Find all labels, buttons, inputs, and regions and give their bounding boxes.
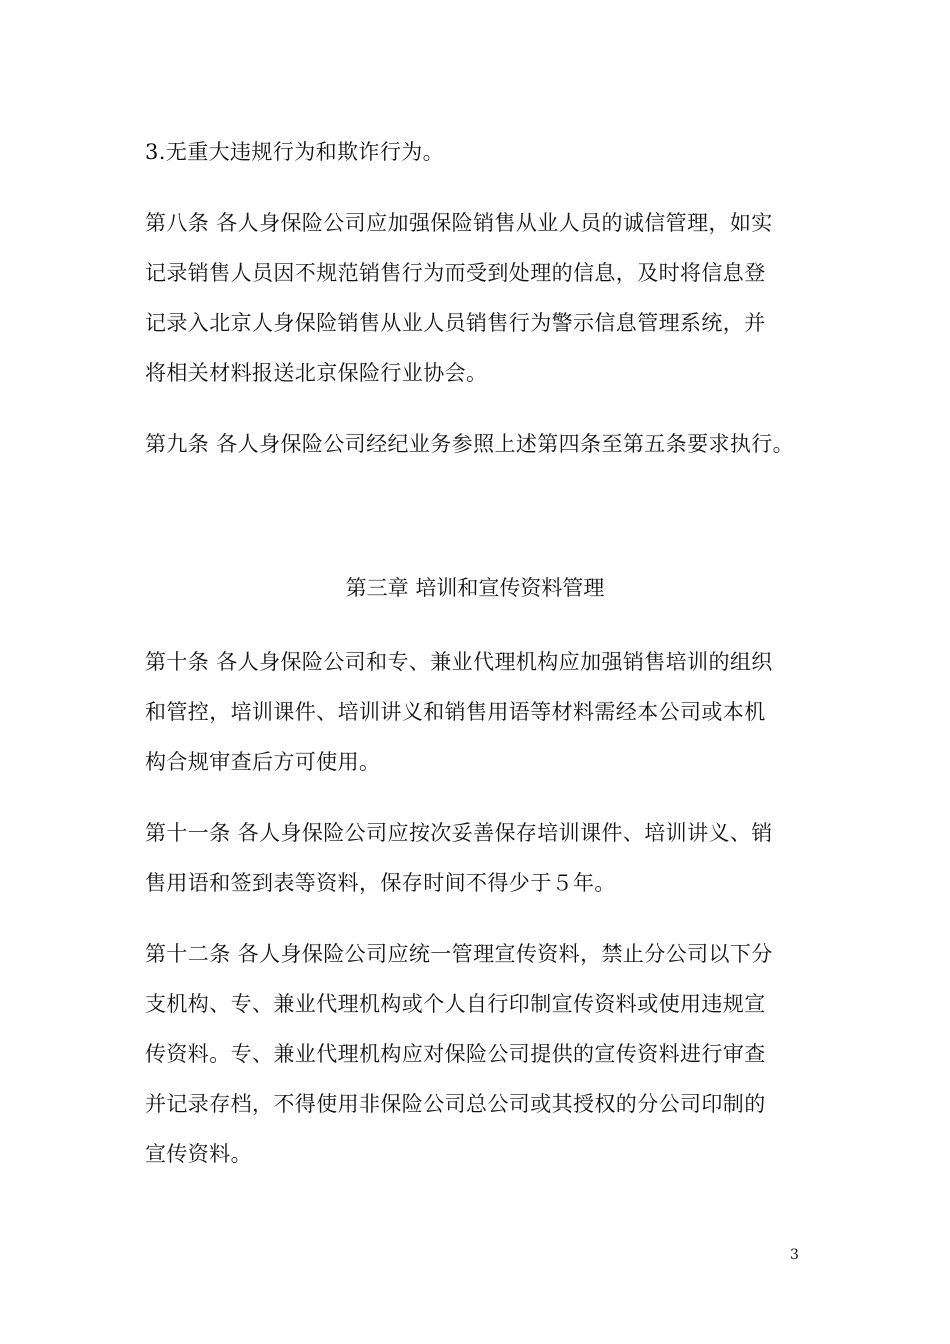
article-8-line-3: 记录入北京人身保险销售从业人员销售行为警示信息管理系统，并: [145, 311, 766, 335]
article-12-line-2: 支机构、专、兼业代理机构或个人自行印制宣传资料或使用违规宣: [145, 992, 766, 1016]
article-10-line-1: 第十条 各人身保险公司和专、兼业代理机构应加强销售培训的组织: [145, 650, 773, 674]
article-10-line-3: 构合规审查后方可使用。: [145, 750, 381, 774]
article-11-line-2: 售用语和签到表等资料，保存时间不得少于５年。: [145, 871, 616, 895]
article-12-line-4: 并记录存档，不得使用非保险公司总公司或其授权的分公司印制的: [145, 1092, 766, 1116]
chapter-heading: 第三章 培训和宣传资料管理: [345, 576, 605, 600]
article-12-line-3: 传资料。专、兼业代理机构应对保险公司提供的宣传资料进行审查: [145, 1042, 766, 1066]
article-8-line-2: 记录销售人员因不规范销售行为而受到处理的信息，及时将信息登: [145, 261, 766, 285]
article-8-line-1: 第八条 各人身保险公司应加强保险销售从业人员的诚信管理，如实: [145, 211, 773, 235]
article-9-line-1: 第九条 各人身保险公司经纪业务参照上述第四条至第五条要求执行。: [145, 432, 795, 456]
article-12-line-5: 宣传资料。: [145, 1142, 252, 1166]
article-8-line-4: 将相关材料报送北京保险行业协会。: [145, 361, 488, 385]
article-10-line-2: 和管控，培训课件、培训讲义和销售用语等材料需经本公司或本机: [145, 700, 766, 724]
article-11-line-1: 第十一条 各人身保险公司应按次妥善保存培训课件、培训讲义、销: [145, 821, 773, 845]
page-number: 3: [790, 1247, 799, 1263]
clause-7-item-3: 3.无重大违规行为和欺诈行为。: [145, 140, 445, 164]
article-12-line-1: 第十二条 各人身保险公司应统一管理宣传资料，禁止分公司以下分: [145, 942, 773, 966]
